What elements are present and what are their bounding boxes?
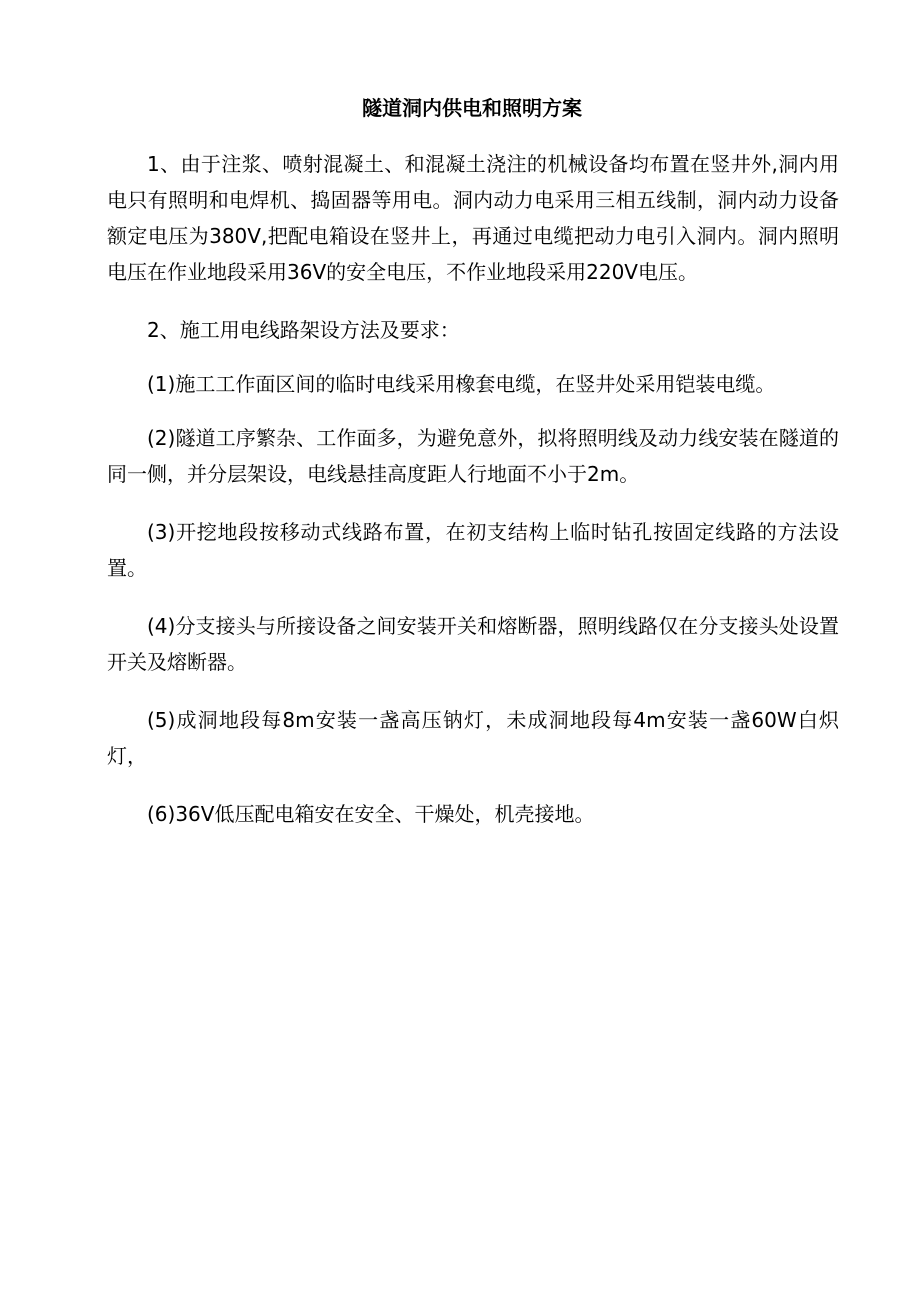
paragraph-2-wiring-requirements: 2、施工用电线路架设方法及要求： <box>147 318 460 342</box>
document-body <box>107 146 839 854</box>
paragraph-item-2-installation-side: (2)隧道工序繁杂、工作面多，为避免意外，拟将照明线及动力线安装在隧道的同一侧，并分层架设，电线悬挂高度距人行地面不小于2m。 <box>107 426 839 486</box>
paragraph-item-4-switches-fuses: (4)分支接头与所接设备之间安装开关和熔断器，照明线路仅在分支接头处设置开关及熔断器。 <box>107 614 839 674</box>
paragraph-item-1-cables: (1)施工工作面区间的临时电线采用橡套电缆，在竖井处采用铠装电缆。 <box>147 372 776 396</box>
paragraph-item-5-lamps: (5)成洞地段每8m安装一盏高压钠灯，未成洞地段每4m安装一盏60W白炽灯， <box>107 708 839 768</box>
document-title: 隧道洞内供电和照明方案 <box>362 96 582 120</box>
paragraph-item-3-excavation-wiring: (3)开挖地段按移动式线路布置，在初支结构上临时钻孔按固定线路的方法设置。 <box>107 520 839 580</box>
paragraph-item-6-distribution-box: (6)36V低压配电箱安在安全、干燥处，机壳接地。 <box>147 802 595 826</box>
paragraph-1-power-supply: 1、由于注浆、喷射混凝土、和混凝土浇注的机械设备均布置在竖井外,洞内用电只有照明和电焊机、捣固器等用电。洞内动力电采用三相五线制，洞内动力设备额定电压为380V,把配电箱设在竖井上，再通过电缆把动力电引入洞内。洞内照明电压在作业地段采用36V的安全电压，不作业地段采用220V电压。 <box>107 152 839 284</box>
